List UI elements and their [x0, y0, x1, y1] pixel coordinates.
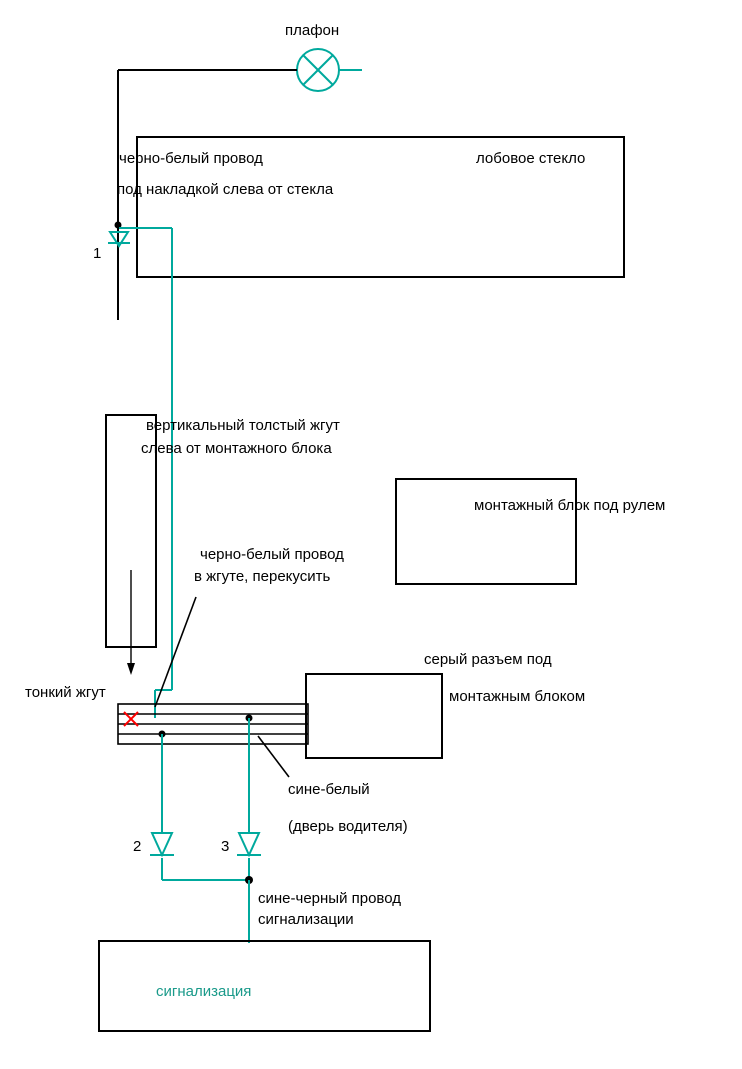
- leader-cut-wire: [155, 597, 196, 707]
- harness-inner-wire-arrow: [127, 570, 135, 675]
- label-blue-black-line1: сине-черный провод: [258, 890, 401, 907]
- mounting-block-box: [396, 479, 576, 584]
- label-black-white-wire-line1: черно-белый провод: [119, 150, 263, 167]
- diode-3-symbol: [237, 833, 261, 855]
- label-diode-1-number: 1: [93, 245, 102, 262]
- label-mounting-block: монтажный блок под рулем: [474, 497, 666, 514]
- lamp-symbol: [297, 49, 362, 91]
- label-blue-white: сине-белый: [288, 781, 370, 798]
- label-windshield: лобовое стекло: [476, 150, 586, 167]
- label-harness-line2: слева от монтажного блока: [141, 440, 332, 457]
- teal-wire-upper: [119, 228, 172, 718]
- label-harness-line1: вертикальный толстый жгут: [146, 417, 340, 434]
- label-thin-harness: тонкий жгут: [25, 684, 106, 701]
- leader-blue-white: [258, 736, 289, 777]
- alarm-unit-box: [99, 941, 430, 1031]
- label-gray-connector-line2: монтажным блоком: [449, 688, 586, 705]
- label-diode-3-number: 3: [221, 838, 230, 855]
- label-alarm-unit: сигнализация: [156, 983, 252, 1000]
- label-cut-wire-line2: в жгуте, перекусить: [194, 568, 331, 585]
- label-diode-2-number: 2: [133, 838, 142, 855]
- gray-connector-box: [306, 674, 442, 758]
- diode-2-symbol: [150, 833, 174, 855]
- label-blue-black-line2: сигнализации: [258, 911, 354, 928]
- teal-wire-lower: [162, 718, 249, 880]
- label-gray-connector-line1: серый разъем под: [424, 651, 552, 668]
- label-driver-door: (дверь водителя): [288, 818, 408, 835]
- thin-harness-lines: [118, 704, 308, 744]
- label-black-white-wire-line2: под накладкой слева от стекла: [117, 181, 334, 198]
- label-lamp: плафон: [285, 22, 340, 39]
- label-cut-wire-line1: черно-белый провод: [200, 546, 344, 563]
